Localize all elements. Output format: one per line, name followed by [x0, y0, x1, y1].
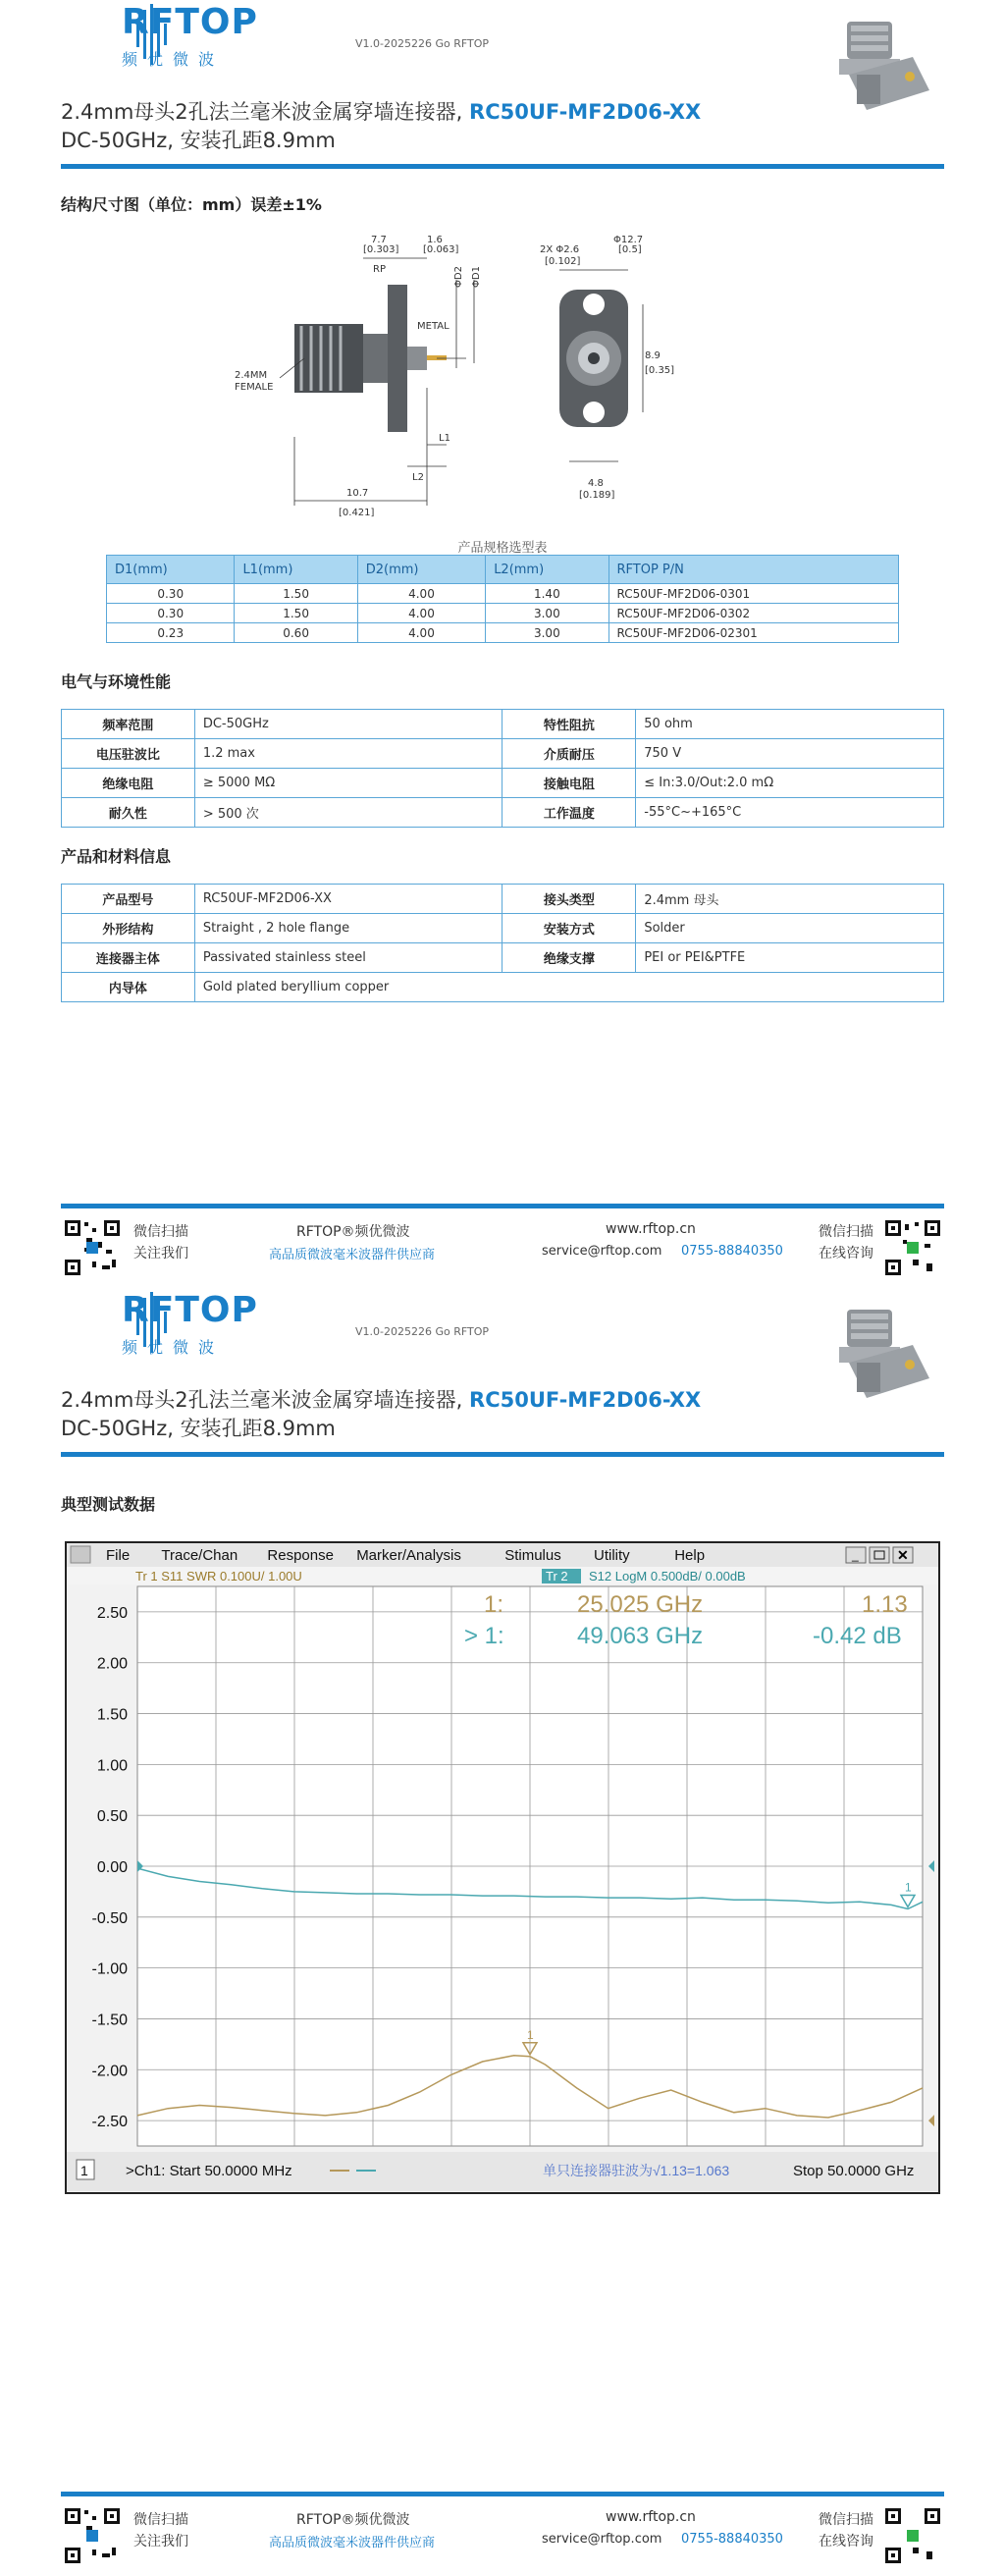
table-row: 外形结构 Straight , 2 hole flange 安装方式 Solder — [62, 914, 944, 943]
slogan: 高品质微波毫米波器件供应商 — [269, 2536, 436, 2550]
menu-item-tracechan[interactable]: Trace/Chan — [161, 1547, 238, 1564]
menu-item-stimulus[interactable]: Stimulus — [504, 1547, 561, 1564]
footer-rule — [61, 2492, 944, 2496]
svg-text:[0.303]: [0.303] — [363, 244, 399, 255]
marker1-value: 1.13 — [862, 1591, 908, 1618]
connector-product-image — [820, 1300, 937, 1408]
website-link[interactable]: www.rftop.cn — [606, 2509, 696, 2525]
brand-name: RFTOP®频优微波 — [296, 1224, 410, 1240]
brand-name: RFTOP®频优微波 — [296, 2512, 410, 2528]
scan-label-2: 微信扫描 — [819, 1224, 873, 1240]
table-row: 耐久性 > 500 次 工作温度 -55°C~+165°C — [62, 798, 944, 828]
table-row: 产品型号 RC50UF-MF2D06-XX 接头类型 2.4mm 母头 — [62, 885, 944, 914]
y-tick-label: 2.50 — [96, 1604, 128, 1622]
y-tick-label: 0.50 — [96, 1808, 128, 1826]
logo-subtitle: 频优微波 — [122, 50, 225, 69]
svg-text:10.7: 10.7 — [346, 488, 369, 499]
svg-text:L2: L2 — [412, 472, 424, 483]
table-row: 内导体 Gold plated beryllium copper — [62, 973, 944, 1002]
svg-text:[0.421]: [0.421] — [339, 508, 375, 518]
svg-text:[0.35]: [0.35] — [645, 365, 675, 376]
selection-caption: 产品规格选型表 — [457, 541, 548, 556]
svg-text:FEMALE: FEMALE — [235, 382, 274, 393]
table-row: 0.23 0.60 4.00 3.00 RC50UF-MF2D06-02301 — [107, 623, 899, 643]
material-table — [61, 884, 944, 1002]
version-text: V1.0-2025226 Go RFTOP — [355, 37, 490, 50]
dimension-drawing — [221, 231, 780, 525]
svg-text:METAL: METAL — [417, 321, 450, 332]
connector-product-image — [820, 12, 937, 120]
menu-item-utility[interactable]: Utility — [594, 1547, 630, 1564]
marker2-tag: 1 — [904, 1880, 912, 1895]
y-tick-label: -1.50 — [91, 2012, 128, 2029]
table-row: 连接器主体 Passivated stainless steel 绝缘支撑 PEI or PEI&PTFE — [62, 943, 944, 973]
version-text: V1.0-2025226 Go RFTOP — [355, 1325, 490, 1338]
follow-label: 关注我们 — [133, 1246, 188, 1261]
y-tick-label: 1.00 — [96, 1757, 128, 1775]
section-dimension-heading: 结构尺寸图（单位：mm）误差±1% — [61, 195, 322, 214]
svg-text:2.4MM: 2.4MM — [235, 370, 268, 381]
selection-table — [106, 555, 899, 643]
scan-label-2: 微信扫描 — [819, 2512, 873, 2528]
menu-item-markeranalysis[interactable]: Marker/Analysis — [356, 1547, 461, 1564]
table-row: 0.30 1.50 4.00 1.40 RC50UF-MF2D06-0301 — [107, 584, 899, 604]
electrical-table — [61, 709, 944, 828]
y-tick-label: 0.00 — [96, 1859, 128, 1876]
header-rule — [61, 1452, 944, 1457]
product-title: 2.4mm母头2孔法兰毫米波金属穿墙连接器, RC50UF-MF2D06-XX — [61, 100, 702, 124]
svg-text:2X Φ2.6: 2X Φ2.6 — [540, 244, 580, 255]
qr-code-consult-icon — [883, 1218, 942, 1277]
app-icon — [71, 1546, 90, 1563]
follow-label: 关注我们 — [133, 2534, 188, 2549]
svg-text:4.8: 4.8 — [588, 478, 604, 489]
table-row: 绝缘电阻 ≥ 5000 MΩ 接触电阻 ≤ In:3.0/Out:2.0 mΩ — [62, 769, 944, 798]
website-link[interactable]: www.rftop.cn — [606, 1221, 696, 1237]
svg-text:ΦD2: ΦD2 — [453, 266, 464, 288]
marker2-frequency: 49.063 GHz — [577, 1623, 704, 1649]
footer-rule — [61, 1204, 944, 1208]
footer — [61, 2492, 944, 2570]
marker2-label: > 1: — [464, 1623, 504, 1649]
email-link[interactable]: service@rftop.com — [542, 1244, 662, 1259]
marker1-tag: 1 — [527, 2027, 534, 2042]
col-header: RFTOP P/N — [608, 556, 899, 584]
y-tick-label: 2.00 — [96, 1655, 128, 1673]
vna-screenshot — [65, 1541, 940, 2194]
svg-text:L1: L1 — [439, 433, 450, 444]
start-frequency: >Ch1: Start 50.0000 MHz — [126, 2163, 292, 2179]
col-header: D1(mm) — [107, 556, 235, 584]
scan-label: 微信扫描 — [133, 1224, 188, 1240]
stop-frequency: Stop 50.0000 GHz — [793, 2163, 915, 2179]
consult-label: 在线咨询 — [819, 1246, 873, 1261]
email-link[interactable]: service@rftop.com — [542, 2532, 662, 2547]
trace2-badge-text: Tr 2 — [546, 1569, 568, 1583]
menu-item-help[interactable]: Help — [674, 1547, 706, 1564]
menu-item-response[interactable]: Response — [267, 1547, 334, 1564]
header — [61, 0, 944, 79]
svg-text:[0.063]: [0.063] — [423, 244, 459, 255]
marker2-value: -0.42 dB — [813, 1623, 902, 1649]
product-part-number: RC50UF-MF2D06-XX — [469, 100, 702, 124]
qr-code-icon — [63, 1218, 122, 1277]
trace2-label: S12 LogM 0.500dB/ 0.00dB — [589, 1569, 746, 1583]
col-header: L1(mm) — [235, 556, 357, 584]
logo-text: RFTOP — [122, 2, 258, 42]
y-tick-label: -2.00 — [91, 2063, 128, 2080]
col-header: L2(mm) — [486, 556, 608, 584]
svg-text:[0.5]: [0.5] — [618, 244, 642, 255]
table-row: 0.30 1.50 4.00 3.00 RC50UF-MF2D06-0302 — [107, 604, 899, 623]
menu-item-file[interactable]: File — [106, 1547, 131, 1564]
table-row: 频率范围 DC-50GHz 特性阻抗 50 ohm — [62, 710, 944, 739]
product-title: 2.4mm母头2孔法兰毫米波金属穿墙连接器, RC50UF-MF2D06-XX — [61, 1388, 702, 1412]
consult-label: 在线咨询 — [819, 2534, 873, 2549]
logo-text: RFTOP — [122, 1290, 258, 1330]
product-subtitle: DC-50GHz, 安装孔距8.9mm — [61, 1417, 336, 1440]
y-tick-label: 1.50 — [96, 1706, 128, 1724]
close-icon: ✕ — [897, 1547, 909, 1563]
product-subtitle: DC-50GHz, 安装孔距8.9mm — [61, 129, 336, 152]
channel-number: 1 — [80, 2163, 88, 2178]
ref-arrow-right — [928, 1860, 934, 1872]
svg-text:[0.189]: [0.189] — [579, 490, 615, 501]
svg-text:1.6: 1.6 — [427, 235, 443, 245]
qr-code-consult-icon — [883, 2506, 942, 2565]
svg-text:RP: RP — [373, 264, 386, 275]
trace1-label: Tr 1 S11 SWR 0.100U/ 1.00U — [135, 1569, 302, 1583]
product-part-number: RC50UF-MF2D06-XX — [469, 1388, 702, 1412]
y-tick-label: -2.50 — [91, 2114, 128, 2131]
svg-text:[0.102]: [0.102] — [545, 256, 581, 267]
svg-text:ΦD1: ΦD1 — [471, 266, 482, 288]
ref-arrow-right-s11 — [928, 2115, 934, 2126]
vswr-note: 单只连接器驻波为√1.13=1.063 — [543, 2163, 730, 2178]
section-test-heading: 典型测试数据 — [61, 1495, 156, 1514]
phone-number: 0755-88840350 — [681, 1244, 783, 1259]
restore-button — [870, 1547, 889, 1563]
svg-text:8.9: 8.9 — [645, 350, 661, 361]
qr-code-icon — [63, 2506, 122, 2565]
phone-number: 0755-88840350 — [681, 2532, 783, 2547]
section-material-heading: 产品和材料信息 — [61, 847, 172, 866]
table-row: 电压驻波比 1.2 max 介质耐压 750 V — [62, 739, 944, 769]
header — [61, 1288, 944, 1367]
marker1-label: 1: — [484, 1591, 504, 1618]
y-tick-label: -0.50 — [91, 1909, 128, 1927]
vna-chart — [67, 1543, 938, 2192]
scan-label: 微信扫描 — [133, 2512, 188, 2528]
marker1-frequency: 25.025 GHz — [577, 1591, 704, 1618]
svg-text:7.7: 7.7 — [371, 235, 387, 245]
col-header: D2(mm) — [357, 556, 485, 584]
minimize-icon: _ — [852, 1548, 859, 1562]
svg-text:Φ12.7: Φ12.7 — [613, 235, 644, 245]
header-rule — [61, 164, 944, 169]
footer — [61, 1204, 944, 1282]
y-tick-label: -1.00 — [91, 1960, 128, 1978]
logo-subtitle: 频优微波 — [122, 1338, 225, 1357]
section-electrical-heading: 电气与环境性能 — [61, 672, 172, 691]
slogan: 高品质微波毫米波器件供应商 — [269, 1248, 436, 1262]
